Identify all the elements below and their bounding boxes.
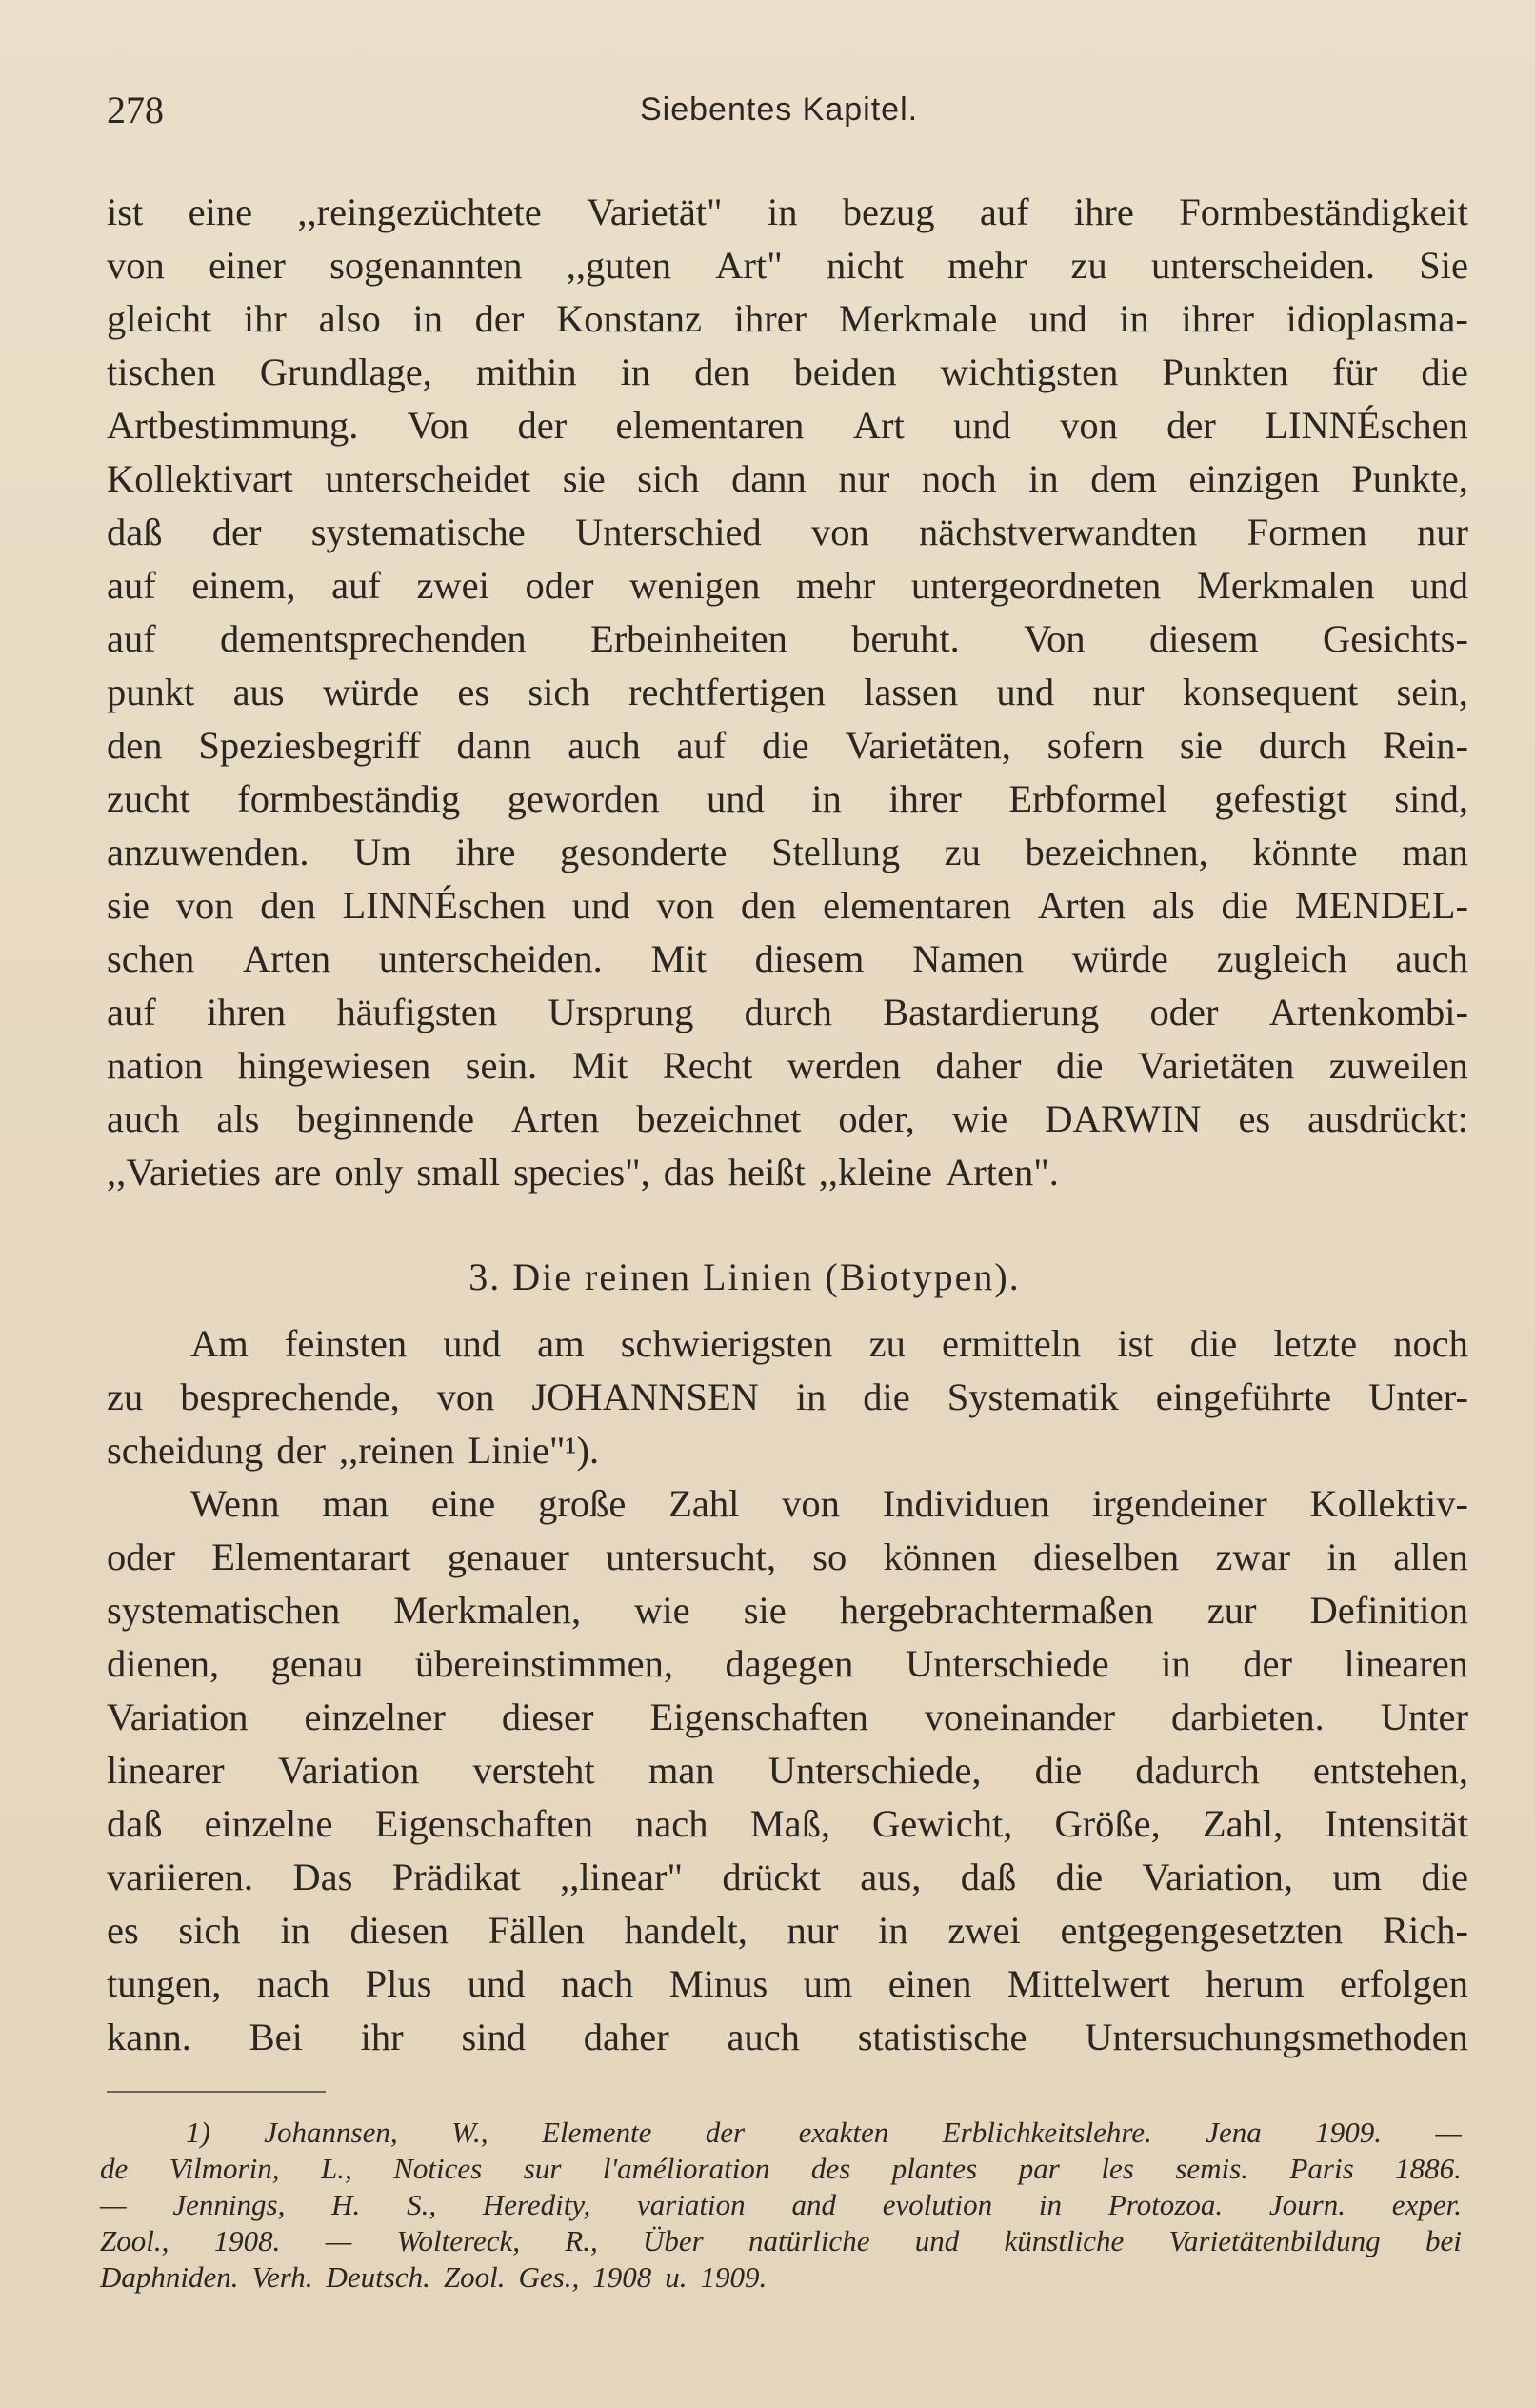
text-line: daß der systematische Unterschied von nächstverwandten Formen nur bbox=[107, 511, 1468, 553]
text-line: Wenn man eine große Zahl von Individuen irgendeiner Kollektiv- bbox=[190, 1482, 1468, 1525]
text-line: nation hingewiesen sein. Mit Recht werden daher die Varietäten zuweilen bbox=[107, 1044, 1468, 1087]
text-line: dienen, genau übereinstimmen, dagegen Unterschiede in der linearen bbox=[107, 1642, 1468, 1685]
text-line: tungen, nach Plus und nach Minus um einen Mittelwert herum erfolgen bbox=[107, 1962, 1468, 2005]
text-line: auf ihren häufigsten Ursprung durch Bastardierung oder Artenkombi- bbox=[107, 991, 1468, 1033]
section-heading: 3. Die reinen Linien (Biotypen). bbox=[468, 1255, 1021, 1298]
paragraph bbox=[107, 1317, 1468, 1477]
text-line: zucht formbeständig geworden und in ihrer Erbformel gefestigt sind, bbox=[107, 777, 1468, 820]
text-line: scheidung der ,,reinen Linie"¹). bbox=[107, 1429, 600, 1472]
footnote-line: de Vilmorin, L., Notices sur l'amélioration des plantes par les semis. Paris 1886. bbox=[100, 2152, 1462, 2185]
text-line: variieren. Das Prädikat ,,linear" drückt aus, daß die Variation, um die bbox=[107, 1856, 1468, 1898]
text-line: sie von den LINNÉschen und von den elementaren Arten als die MENDEL- bbox=[107, 884, 1468, 927]
text-line: oder Elementarart genauer untersucht, so können dieselben zwar in allen bbox=[107, 1535, 1468, 1578]
text-line: Variation einzelner dieser Eigenschaften voneinander darbieten. Unter bbox=[107, 1696, 1468, 1738]
footnote-line: Zool., 1908. — Woltereck, R., Über natürliche und künstliche Varietätenbildung bei bbox=[100, 2224, 1462, 2258]
text-line: den Speziesbegriff dann auch auf die Varietäten, sofern sie durch Rein- bbox=[107, 724, 1468, 767]
text-line: punkt aus würde es sich rechtfertigen lassen und nur konsequent sein, bbox=[107, 671, 1468, 713]
text-line: Artbestimmung. Von der elementaren Art und von der LINNÉschen bbox=[107, 404, 1468, 447]
footnote-line: — Jennings, H. S., Heredity, variation and evolution in Protozoa. Journ. exper. bbox=[100, 2188, 1462, 2221]
text-line: Kollektivart unterscheidet sie sich dann nur noch in dem einzigen Punkte, bbox=[107, 457, 1468, 500]
running-head: Siebentes Kapitel. bbox=[640, 91, 919, 128]
text-line: von einer sogenannten ,,guten Art" nicht mehr zu unterscheiden. Sie bbox=[107, 244, 1468, 287]
text-line: linearer Variation versteht man Unterschiede, die dadurch entstehen, bbox=[107, 1749, 1468, 1792]
text-line: auch als beginnende Arten bezeichnet oder, wie DARWIN es ausdrückt: bbox=[107, 1097, 1468, 1140]
footnotes bbox=[100, 2115, 1462, 2296]
text-line: gleicht ihr also in der Konstanz ihrer Merkmale und in ihrer idioplasma- bbox=[107, 297, 1468, 340]
footnote-line: 1) Johannsen, W., Elemente der exakten Erblichkeitslehre. Jena 1909. — bbox=[186, 2116, 1462, 2149]
text-line: auf einem, auf zwei oder wenigen mehr untergeordneten Merkmalen und bbox=[107, 564, 1468, 607]
page-header bbox=[107, 88, 1459, 145]
text-line: anzuwenden. Um ihre gesonderte Stellung zu bezeichnen, könnte man bbox=[107, 831, 1468, 873]
text-line: tischen Grundlage, mithin in den beiden wichtigsten Punkten für die bbox=[107, 351, 1468, 393]
footnote-line: Daphniden. Verh. Deutsch. Zool. Ges., 1908 u. 1909. bbox=[100, 2260, 768, 2294]
text-line: auf dementsprechenden Erbeinheiten beruht. Von diesem Gesichts- bbox=[107, 617, 1468, 660]
text-line: es sich in diesen Fällen handelt, nur in zwei entgegengesetzten Rich- bbox=[107, 1909, 1468, 1952]
text-line: daß einzelne Eigenschaften nach Maß, Gewicht, Größe, Zahl, Intensität bbox=[107, 1802, 1468, 1845]
text-line: kann. Bei ihr sind daher auch statistische Untersuchungsmethoden bbox=[107, 2016, 1468, 2058]
text-line: zu besprechende, von JOHANNSEN in die Systematik eingeführte Unter- bbox=[107, 1375, 1468, 1418]
footnote-divider bbox=[107, 2091, 326, 2093]
text-line: Am feinsten und am schwierigsten zu ermitteln ist die letzte noch bbox=[190, 1322, 1468, 1365]
text-line: schen Arten unterscheiden. Mit diesem Namen würde zugleich auch bbox=[107, 937, 1468, 980]
text-line: systematischen Merkmalen, wie sie hergebrachtermaßen zur Definition bbox=[107, 1589, 1468, 1632]
paragraph bbox=[107, 186, 1468, 1199]
text-line: ist eine ,,reingezüchtete Varietät" in bezug auf ihre Formbeständigkeit bbox=[107, 191, 1468, 233]
paragraph bbox=[107, 1477, 1468, 2064]
text-line: ,,Varieties are only small species", das heißt ,,kleine Arten". bbox=[107, 1151, 1059, 1194]
page-body bbox=[107, 186, 1468, 2064]
page-number: 278 bbox=[107, 89, 164, 131]
